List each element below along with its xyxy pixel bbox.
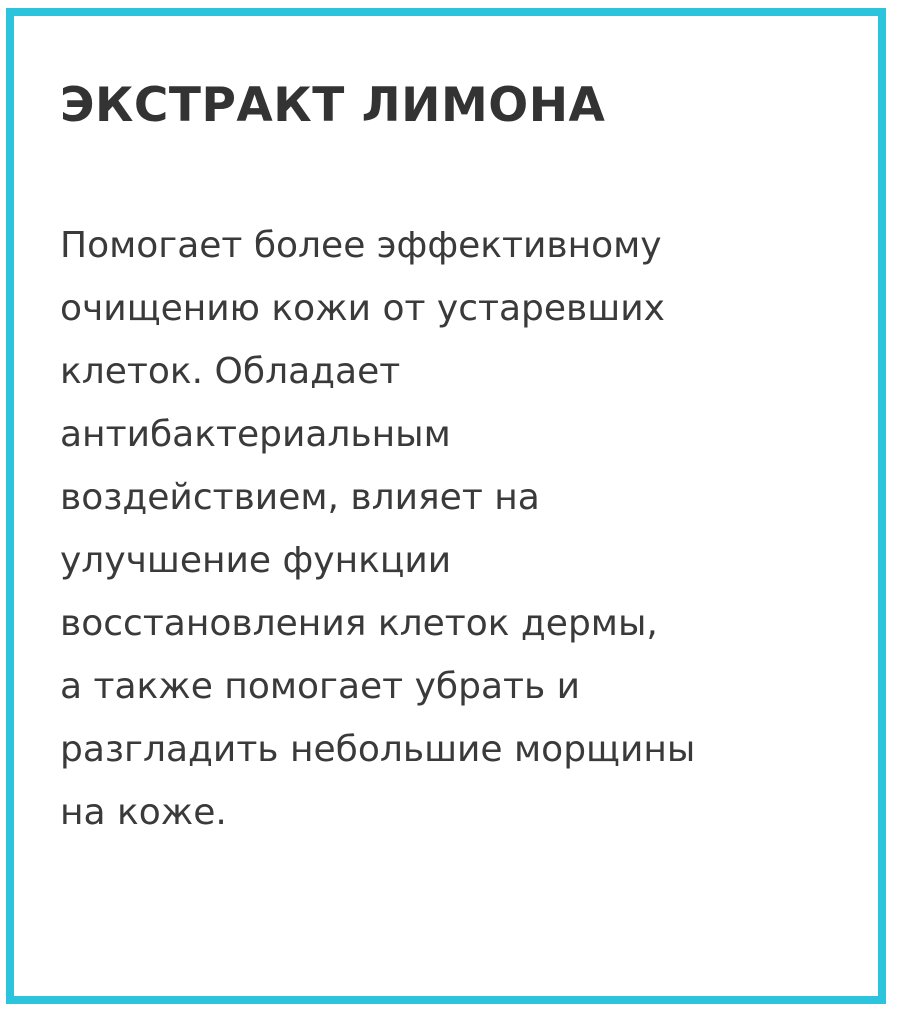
description-line: Помогает более эффективному: [60, 225, 662, 266]
description-line: на коже.: [60, 792, 227, 833]
description-line: воздействием, влияет на: [60, 477, 540, 518]
description-line: антибактериальным: [60, 414, 451, 455]
description-line: восстановления клеток дермы,: [60, 603, 658, 644]
description-line: очищению кожи от устаревших: [60, 288, 665, 329]
description-line: клеток. Обладает: [60, 351, 401, 392]
description-line: разгладить небольшие морщины: [60, 729, 696, 770]
description-line: улучшение функции: [60, 540, 452, 581]
ingredient-title: ЭКСТРАКТ ЛИМОНА: [60, 78, 606, 133]
ingredient-description: [60, 214, 860, 844]
ingredient-card: [6, 8, 886, 1004]
description-line: а также помогает убрать и: [60, 666, 581, 707]
